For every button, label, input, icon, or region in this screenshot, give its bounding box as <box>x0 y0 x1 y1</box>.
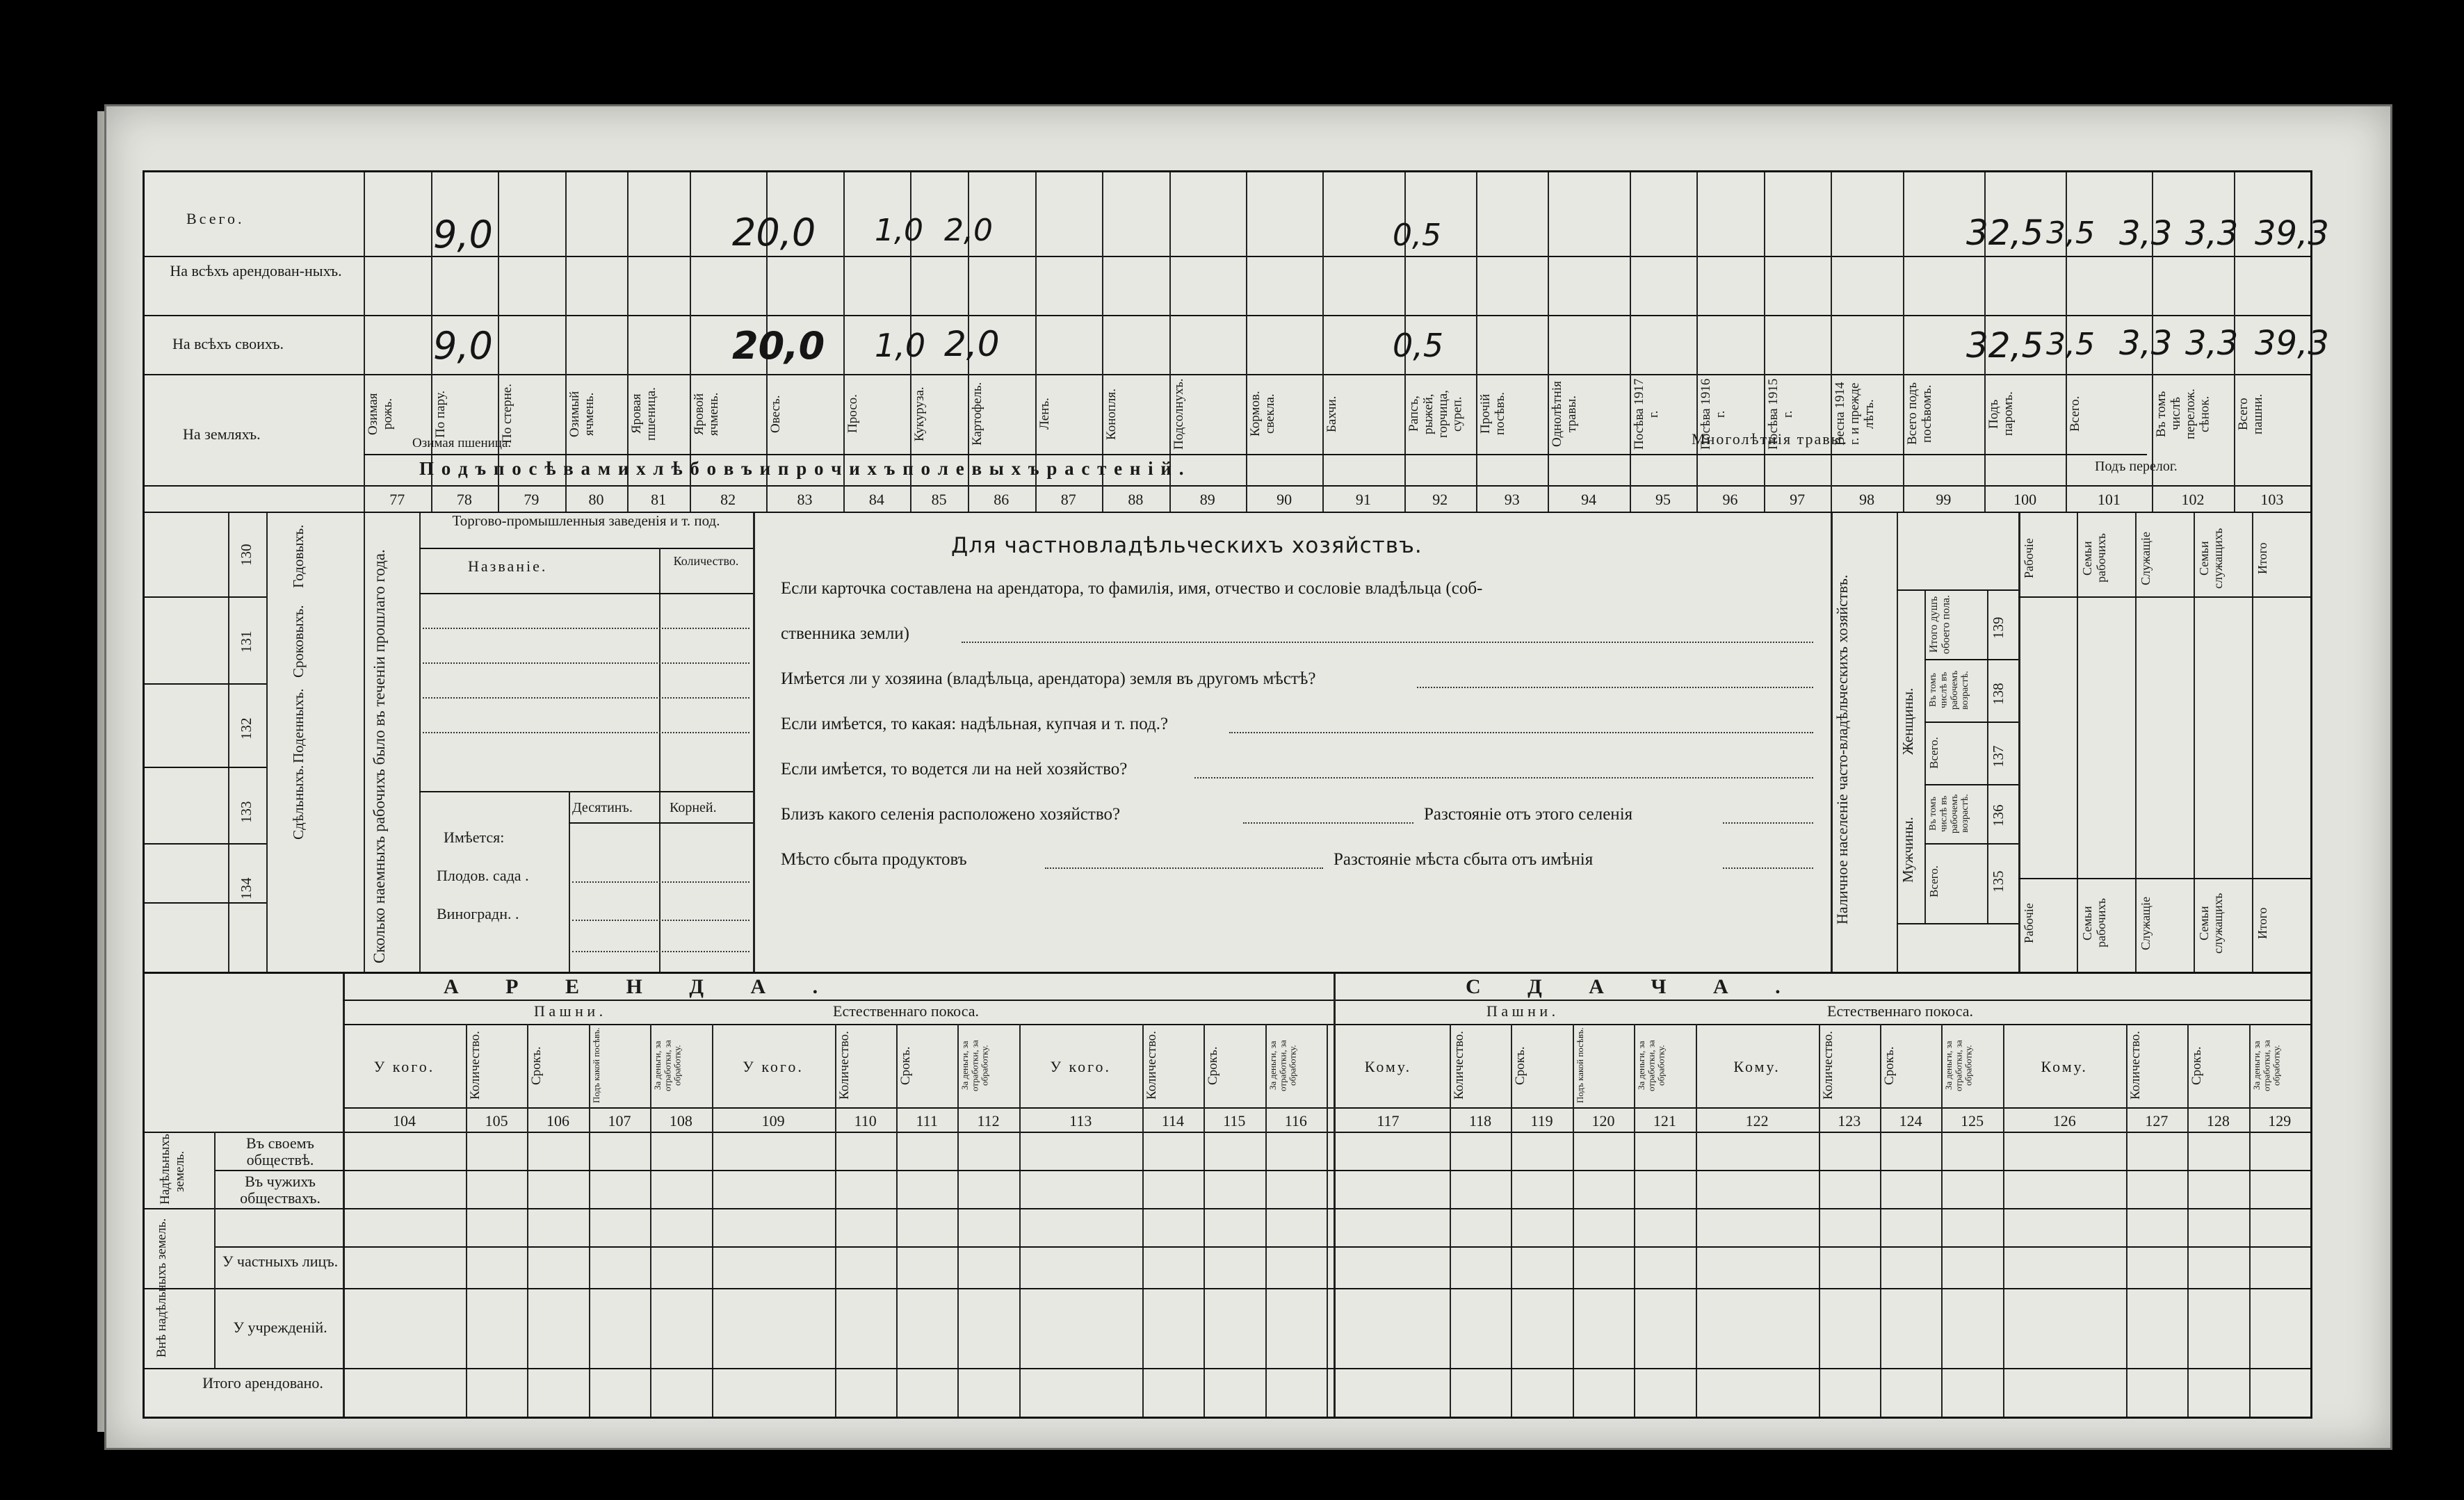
arenda-col-line <box>957 1024 959 1417</box>
private-title: Для частновладѣльческихъ хозяйствъ. <box>951 533 1423 558</box>
pop-women-total: Всего. <box>1927 737 1940 769</box>
private-q4: Если имѣется, то водется ли на ней хозяйство? <box>781 760 1128 778</box>
crop-col-number: 102 <box>2181 491 2205 508</box>
row-rented-label: На всѣхъ арендован-ныхъ. <box>170 262 342 279</box>
crop-col-number: 100 <box>2013 491 2037 508</box>
row-institutions: У учрежденій. <box>233 1319 327 1336</box>
crop-col-number: 82 <box>720 491 736 508</box>
pop-women-incl: Въ томъ числѣ въ рабочемъ возрастѣ. <box>1928 670 1971 710</box>
pop-num-135: 135 <box>1990 870 2007 892</box>
pop-col-header: Семьи служащихъ <box>2197 528 2225 589</box>
crop-header: Овесъ. <box>768 395 784 433</box>
crop-col-line <box>1630 172 1631 512</box>
arenda-col-header: За деньги, за отработки, за обработку. <box>1943 1040 1974 1091</box>
pop-women: Женщины. <box>1899 687 1916 756</box>
hw-total-c101: 3,3 <box>2119 214 2173 253</box>
private-q5: Близъ какого селенія расположено хозяйство? <box>781 805 1121 824</box>
crop-col-number: 78 <box>456 491 472 508</box>
arenda-col-line <box>650 1024 651 1417</box>
crop-col-number: 90 <box>1276 491 1292 508</box>
arenda-col-line <box>2003 1024 2004 1417</box>
crop-header: Озимая рожь. <box>366 393 395 435</box>
pop-rule <box>2018 878 2310 879</box>
crop-col-number: 95 <box>1655 491 1671 508</box>
hw-own-c99: 32,5 <box>1966 325 2044 366</box>
crop-col-number: 89 <box>1199 491 1215 508</box>
arenda-col-number: 119 <box>1530 1112 1553 1130</box>
hw-own-c103: 39,3 <box>2255 324 2329 363</box>
crop-header: По стерне. <box>500 384 515 444</box>
trade-roots: Корней. <box>670 800 717 815</box>
private-q1b: ственника земли) <box>781 624 909 643</box>
census-form <box>143 170 2329 1419</box>
private-q1a: Если карточка составлена на арендатора, то фамилія, имя, отчество и сословіе владѣльца (соб- <box>781 579 1483 598</box>
trade-name-header: Названіе. <box>468 557 548 575</box>
arenda-col-number: 123 <box>1838 1112 1861 1130</box>
arenda-col-number: 108 <box>669 1112 692 1130</box>
crop-header: Всего. <box>2068 396 2083 432</box>
hw-own-c102: 3,3 <box>2185 324 2239 363</box>
pop-col-line <box>2135 513 2137 972</box>
arenda-col-line <box>2249 1024 2251 1417</box>
arenda-col-line <box>1880 1024 1881 1417</box>
hired-workers-question: Сколько наемныхъ рабочихъ было въ теченіи прошлаго года. <box>371 549 388 963</box>
pop-rule <box>2018 596 2310 598</box>
hw-total-c100: 3,5 <box>2046 215 2095 251</box>
crop-col-number: 93 <box>1504 491 1520 508</box>
perennial-grass-label: Многолѣтнія травы. <box>1692 430 1848 448</box>
crop-header: Рапсъ, рыжей, горчица, суреп. <box>1406 390 1465 438</box>
arenda-col-line <box>1019 1024 1021 1417</box>
arenda-col-line <box>1511 1024 1512 1417</box>
pop-num-139: 139 <box>1990 617 2007 639</box>
sdacha-title: С Д А Ч А . <box>1466 975 1801 998</box>
trade-orchards: Плодов. сада . <box>437 867 529 884</box>
arenda-col-number: 126 <box>2052 1112 2076 1130</box>
crop-header: Въ томъ числѣ перелож. сѣнок. <box>2154 389 2213 439</box>
arenda-col-line <box>1203 1024 1205 1417</box>
arenda-col-number: 117 <box>1377 1112 1400 1130</box>
pop-col-header: Служащіе <box>2139 896 2153 950</box>
pop-men-incl: Въ томъ числѣ въ рабочемъ возрастѣ. <box>1928 794 1971 833</box>
hw-total-c99: 32,5 <box>1966 213 2044 253</box>
arenda-col-header: За деньги, за отработки, за обработку. <box>959 1040 990 1091</box>
pop-num-138: 138 <box>1990 683 2007 705</box>
private-q2: Имѣется ли у хозяина (владѣльца, арендатора) земля въ другомъ мѣстѣ? <box>781 669 1316 688</box>
crop-col-number: 77 <box>389 491 405 508</box>
arenda-col-header: Срокъ. <box>1881 1046 1897 1085</box>
winter-wheat-label: Озимая пшеница. <box>412 436 512 450</box>
crop-header: Яровая пшеница. <box>629 387 659 441</box>
row-private-persons: У частныхъ лицъ. <box>222 1253 339 1270</box>
pop-both: Итого душъ обоего пола. <box>1928 594 1952 654</box>
hired-term: Сроковыхъ. <box>290 605 307 678</box>
hw-total-millet: 1,0 <box>875 213 923 248</box>
pop-col-header: Семьи служащихъ <box>2197 892 2225 954</box>
non-allotment-lands: Внѣ надѣльныхъ земель. <box>154 1218 169 1358</box>
crop-col-number: 85 <box>931 491 947 508</box>
arenda-col-header: Срокъ. <box>1206 1046 1221 1085</box>
crop-col-number: 81 <box>651 491 667 508</box>
arenda-col-header: За деньги, за отработки, за обработку. <box>1636 1040 1667 1091</box>
crop-col-number: 83 <box>797 491 813 508</box>
arenda-col-number: 115 <box>1223 1112 1246 1130</box>
crop-header: Кормов. свекла. <box>1247 391 1277 437</box>
crop-header: Просо. <box>845 394 860 434</box>
arenda-col-number: 118 <box>1469 1112 1492 1130</box>
sdacha-hay: Естественнаго покоса. <box>1827 1002 1974 1020</box>
arenda-col-header: Количество. <box>1451 1031 1466 1100</box>
arenda-col-number: 128 <box>2206 1112 2230 1130</box>
crop-header: Посѣва 1916 г. <box>1699 378 1728 450</box>
num-132: 132 <box>238 717 254 740</box>
private-q6b: Разстояніе мѣста сбыта отъ имѣнія <box>1334 850 1594 869</box>
arenda-col-header: Срокъ. <box>2189 1046 2205 1085</box>
arenda-col-number: 122 <box>1745 1112 1769 1130</box>
arenda-col-line <box>589 1024 590 1417</box>
hw-total-corn: 2,0 <box>944 213 993 248</box>
arenda-col-line <box>1634 1024 1635 1417</box>
crop-col-number: 84 <box>868 491 884 508</box>
trade-dessiat: Десятинъ. <box>572 800 633 815</box>
crop-header: Подсолнухъ. <box>1171 378 1186 450</box>
pop-col-line <box>2252 513 2253 972</box>
arenda-col-header: Количество. <box>836 1031 852 1100</box>
crop-col-number: 96 <box>1722 491 1738 508</box>
arenda-col-header: Количество. <box>2127 1031 2143 1100</box>
hw-own-c101: 3,3 <box>2119 324 2173 363</box>
crop-header: Всего подъ посѣвомъ. <box>1904 382 1934 446</box>
crop-header: Однолѣтнія травы. <box>1550 381 1580 447</box>
hired-daily: Поденныхъ. <box>290 688 307 763</box>
crop-header: Весна 1914 г. и прежде лѣтъ. <box>1833 382 1877 446</box>
arenda-col-line <box>2187 1024 2189 1417</box>
crop-header: Яровой ячмень. <box>691 392 721 436</box>
num-131: 131 <box>238 630 254 653</box>
crop-col-number: 80 <box>588 491 604 508</box>
arenda-hay: Естественнаго покоса. <box>833 1002 980 1020</box>
row-total-rented: Итого арендовано. <box>202 1374 323 1392</box>
hw-total-c103: 39,3 <box>2255 214 2329 253</box>
crop-col-line <box>1764 172 1765 512</box>
arenda-col-number: 124 <box>1899 1112 1922 1130</box>
arenda-col-header: У кого. <box>743 1058 804 1075</box>
crop-header: Посѣва 1917 г. <box>1631 378 1661 450</box>
arenda-col-number: 105 <box>485 1112 508 1130</box>
pop-col-header: Семьи рабочихъ <box>2080 533 2108 583</box>
crop-header: Ленъ. <box>1037 398 1052 430</box>
pop-num-136: 136 <box>1990 804 2007 826</box>
arenda-col-line <box>1819 1024 1820 1417</box>
arenda-col-header: Подъ какой посѣвъ. <box>590 1027 601 1104</box>
arenda-col-line <box>835 1024 836 1417</box>
crop-header: Прочій посѣвъ. <box>1478 392 1507 436</box>
num-130: 130 <box>238 544 254 566</box>
crop-col-line <box>1548 172 1549 512</box>
row-own-label: На всѣхъ своихъ. <box>172 335 284 352</box>
arenda-col-line <box>1941 1024 1943 1417</box>
crop-col-number: 99 <box>1936 491 1952 508</box>
crop-header: Бахчи. <box>1324 396 1340 432</box>
arenda-col-line <box>527 1024 528 1417</box>
hw-own-millet: 1,0 <box>875 327 926 364</box>
private-q3: Если имѣется, то какая: надѣльная, купчая и т. под.? <box>781 715 1169 733</box>
pop-men: Мужчины. <box>1899 817 1916 883</box>
hw-total-rye: 9,0 <box>433 213 493 256</box>
arenda-col-number: 129 <box>2268 1112 2292 1130</box>
row-total-label: Всего. <box>186 210 245 227</box>
hw-total-melons: 0,5 <box>1393 218 1441 253</box>
row-other-community: Въ чужихъ обществахъ. <box>240 1173 321 1207</box>
under-crops-banner: П о д ъ п о с ѣ в а м и х л ѣ б о в ъ и п р о ч и х ъ п о л е в ы х ъ р а с т е н і й . <box>419 458 1185 479</box>
crop-col-line <box>1322 172 1324 512</box>
crop-header: Посѣва 1915 г. <box>1765 378 1795 450</box>
arenda-col-header: У кого. <box>373 1058 435 1075</box>
crop-col-number: 88 <box>1128 491 1144 508</box>
arenda-col-header: За деньги, за отработки, за обработку. <box>652 1040 683 1091</box>
crop-header: Подъ паромъ. <box>1986 391 2016 437</box>
arenda-col-line <box>1142 1024 1144 1417</box>
hw-total-c102: 3,3 <box>2185 214 2239 253</box>
arenda-arable: П а ш н и . <box>534 1002 603 1020</box>
arenda-col-line <box>1265 1024 1267 1417</box>
arenda-col-number: 116 <box>1284 1112 1307 1130</box>
crop-header: По пару. <box>432 390 448 438</box>
num-134: 134 <box>238 877 254 899</box>
arenda-col-number: 106 <box>546 1112 570 1130</box>
trade-has: Имѣется: <box>444 829 505 846</box>
arenda-col-header: За деньги, за отработки, за обработку. <box>2251 1040 2282 1091</box>
hw-own-melons: 0,5 <box>1393 327 1444 364</box>
arenda-col-line <box>712 1024 713 1417</box>
arenda-col-header: Срокъ. <box>1513 1046 1528 1085</box>
crop-col-number: 79 <box>524 491 540 508</box>
arenda-col-header: Подъ какой посѣвъ. <box>1574 1027 1585 1104</box>
crop-header: Конопля. <box>1104 388 1119 440</box>
arenda-col-header: Количество. <box>1144 1031 1159 1100</box>
arenda-col-number: 111 <box>916 1112 938 1130</box>
crop-header: Всего пашни. <box>2235 393 2265 434</box>
arenda-col-header: Кому. <box>1364 1058 1412 1075</box>
crop-col-number: 92 <box>1432 491 1448 508</box>
crop-col-number: 86 <box>994 491 1010 508</box>
pop-col-header: Рабочіе <box>2022 903 2036 943</box>
allotment-lands: Надѣльныхъ земель. <box>158 1134 187 1205</box>
arenda-col-line <box>1573 1024 1574 1417</box>
pop-col-line <box>2194 513 2195 972</box>
pop-col-header: Служащіе <box>2139 531 2153 585</box>
arenda-col-line <box>1327 1024 1328 1417</box>
arenda-col-line <box>466 1024 467 1417</box>
hired-annual: Годовыхъ. <box>290 524 307 589</box>
crop-col-number: 101 <box>2097 491 2121 508</box>
hired-piece: Сдѣльныхъ. <box>290 765 307 840</box>
private-q5b: Разстояніе отъ этого селенія <box>1424 805 1633 824</box>
arenda-col-header: Срокъ. <box>898 1046 913 1085</box>
trade-vineyards: Виноградн. . <box>437 905 519 922</box>
hw-own-c100: 3,5 <box>2046 327 2095 362</box>
pop-col-line <box>2077 513 2078 972</box>
trade-title: Торгово-промышленныя заведенія и т. под. <box>452 512 720 529</box>
crop-col-number: 94 <box>1581 491 1597 508</box>
arenda-col-line <box>1696 1024 1697 1417</box>
private-q6: Мѣсто сбыта продуктовъ <box>781 850 967 869</box>
sdacha-arable: П а ш н и . <box>1486 1002 1556 1020</box>
hw-own-rye: 9,0 <box>433 324 493 368</box>
arenda-col-number: 127 <box>2145 1112 2169 1130</box>
pop-num-137: 137 <box>1990 745 2007 767</box>
crop-col-line <box>1831 172 1832 512</box>
arenda-col-header: Кому. <box>1733 1058 1781 1075</box>
trade-qty-header: Количество. <box>673 554 739 568</box>
arenda-title: А Р Е Н Д А . <box>444 975 839 998</box>
pop-col-header: Семьи рабочихъ <box>2080 898 2108 948</box>
pop-col-header: Итого <box>2255 907 2269 939</box>
crop-col-line <box>1696 172 1698 512</box>
arenda-col-number: 104 <box>392 1112 416 1130</box>
crop-col-line <box>1246 172 1247 512</box>
crop-header: Картофель. <box>969 382 984 446</box>
arenda-col-header: Срокъ. <box>529 1046 544 1085</box>
crop-col-line <box>1476 172 1477 512</box>
row-lands-label: На земляхъ. <box>183 425 261 443</box>
arenda-col-number: 107 <box>608 1112 631 1130</box>
hw-own-wheat: 20,0 <box>732 324 825 368</box>
arenda-col-number: 113 <box>1069 1112 1092 1130</box>
arenda-col-number: 110 <box>854 1112 877 1130</box>
population-title: Наличное населеніе часто-владѣльческихъ хозяйствъ. <box>1833 574 1851 924</box>
num-133: 133 <box>238 801 254 823</box>
arenda-col-line <box>343 1024 344 1417</box>
arenda-col-line <box>896 1024 898 1417</box>
pop-col-header: Рабочіе <box>2022 538 2036 578</box>
hw-total-wheat: 20,0 <box>732 211 816 254</box>
arenda-col-line <box>2126 1024 2127 1417</box>
pop-col-header: Итого <box>2255 542 2269 574</box>
arenda-col-header: За деньги, за отработки, за обработку. <box>1267 1040 1298 1091</box>
crop-col-number: 87 <box>1060 491 1076 508</box>
pop-men-total: Всего. <box>1927 865 1940 897</box>
arenda-col-number: 120 <box>1591 1112 1615 1130</box>
fallow-label: Подъ перелог. <box>2095 459 2178 474</box>
crop-col-line <box>364 172 365 512</box>
arenda-col-number: 125 <box>1961 1112 1984 1130</box>
crop-header: Озимый ячмень. <box>567 391 597 437</box>
crop-col-number: 91 <box>1355 491 1371 508</box>
arenda-col-header: У кого. <box>1050 1058 1112 1075</box>
arenda-col-number: 114 <box>1161 1112 1184 1130</box>
row-own-community: Въ своемъ обществѣ. <box>246 1134 314 1169</box>
arenda-col-number: 112 <box>977 1112 1000 1130</box>
crop-col-line <box>1903 172 1904 512</box>
arenda-col-header: Количество. <box>1820 1031 1835 1100</box>
crop-col-number: 103 <box>2260 491 2284 508</box>
arenda-col-number: 109 <box>761 1112 785 1130</box>
crop-col-number: 97 <box>1790 491 1806 508</box>
crop-col-number: 98 <box>1859 491 1875 508</box>
arenda-col-number: 121 <box>1653 1112 1676 1130</box>
crop-header: Кукуруза. <box>912 386 927 441</box>
hw-own-corn: 2,0 <box>944 324 1000 364</box>
arenda-col-header: Кому. <box>2041 1058 2088 1075</box>
arenda-col-header: Количество. <box>467 1031 483 1100</box>
arenda-col-line <box>1450 1024 1451 1417</box>
